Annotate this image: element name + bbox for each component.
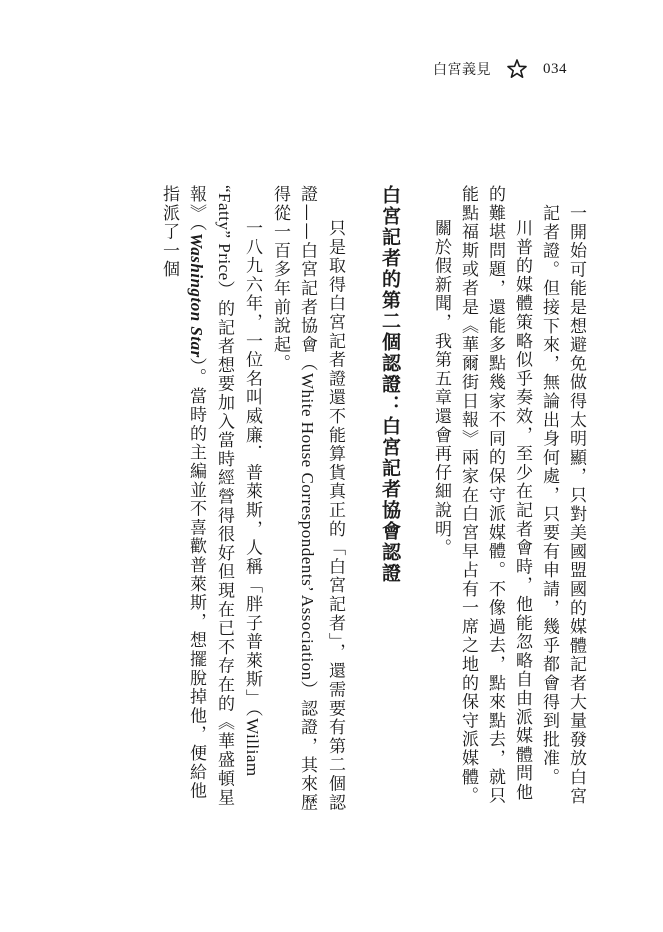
- paragraph-4-text-b: ）認證，其來歷得從一百多年前說起。: [270, 185, 317, 813]
- paragraph-5-text-b: ）的記者想要加入當時經營得很好但現在已不存在的《華盛頓星報》（: [186, 185, 234, 808]
- paragraph-5-text-a: 一八九六年，一位名叫威廉．普萊斯，人稱「胖子普萊斯」（: [242, 219, 262, 719]
- paragraph-5-latin-name: William “Fatty” Price: [215, 185, 262, 777]
- paragraph-4: [266, 185, 348, 815]
- paragraph-1: 一開始可能是想避免做得太明顯，只對美國盟國的媒體記者大量發放白宮記者證。但接下來，無論出身何處，只要有申請，幾乎都會得到批准。: [539, 203, 586, 806]
- paragraph-5-text-c: ）。當時的主編並不喜歡普萊斯，想擺脫掉他，便給他指派了一個: [159, 185, 206, 801]
- paragraph-4-latin: White House Correspondents’ Association: [298, 373, 317, 681]
- paragraph-3: 關於假新聞，我第五章還會再仔細說明。: [431, 219, 451, 558]
- page-number: 034: [543, 60, 567, 77]
- running-head: [433, 59, 567, 79]
- paragraph-5-latin-paper: Washington Star: [187, 232, 206, 358]
- star-icon: [507, 59, 527, 79]
- paragraph-2: 川普的媒體策略似乎奏效，至少在記者會時，他能忽略自由派媒體問他的難堪問題，還能多點幾家不同的保守派媒體。不像過去，點來點去，就只能點福斯或者是《華爾街日報》兩家在白宮早占有一席之地的保守派媒體。: [458, 185, 532, 806]
- vertical-body-text: [155, 185, 589, 815]
- section-heading: 白宮記者的第二個認證：白宮記者協會認證: [379, 185, 401, 584]
- paragraph-4-text-a: 只是取得白宮記者證還不能算貨真正的「白宮記者」，還需要有第二個認證——白宮記者協會（: [297, 185, 345, 813]
- book-title: 白宮義見: [433, 62, 491, 78]
- paragraph-5: [155, 185, 266, 815]
